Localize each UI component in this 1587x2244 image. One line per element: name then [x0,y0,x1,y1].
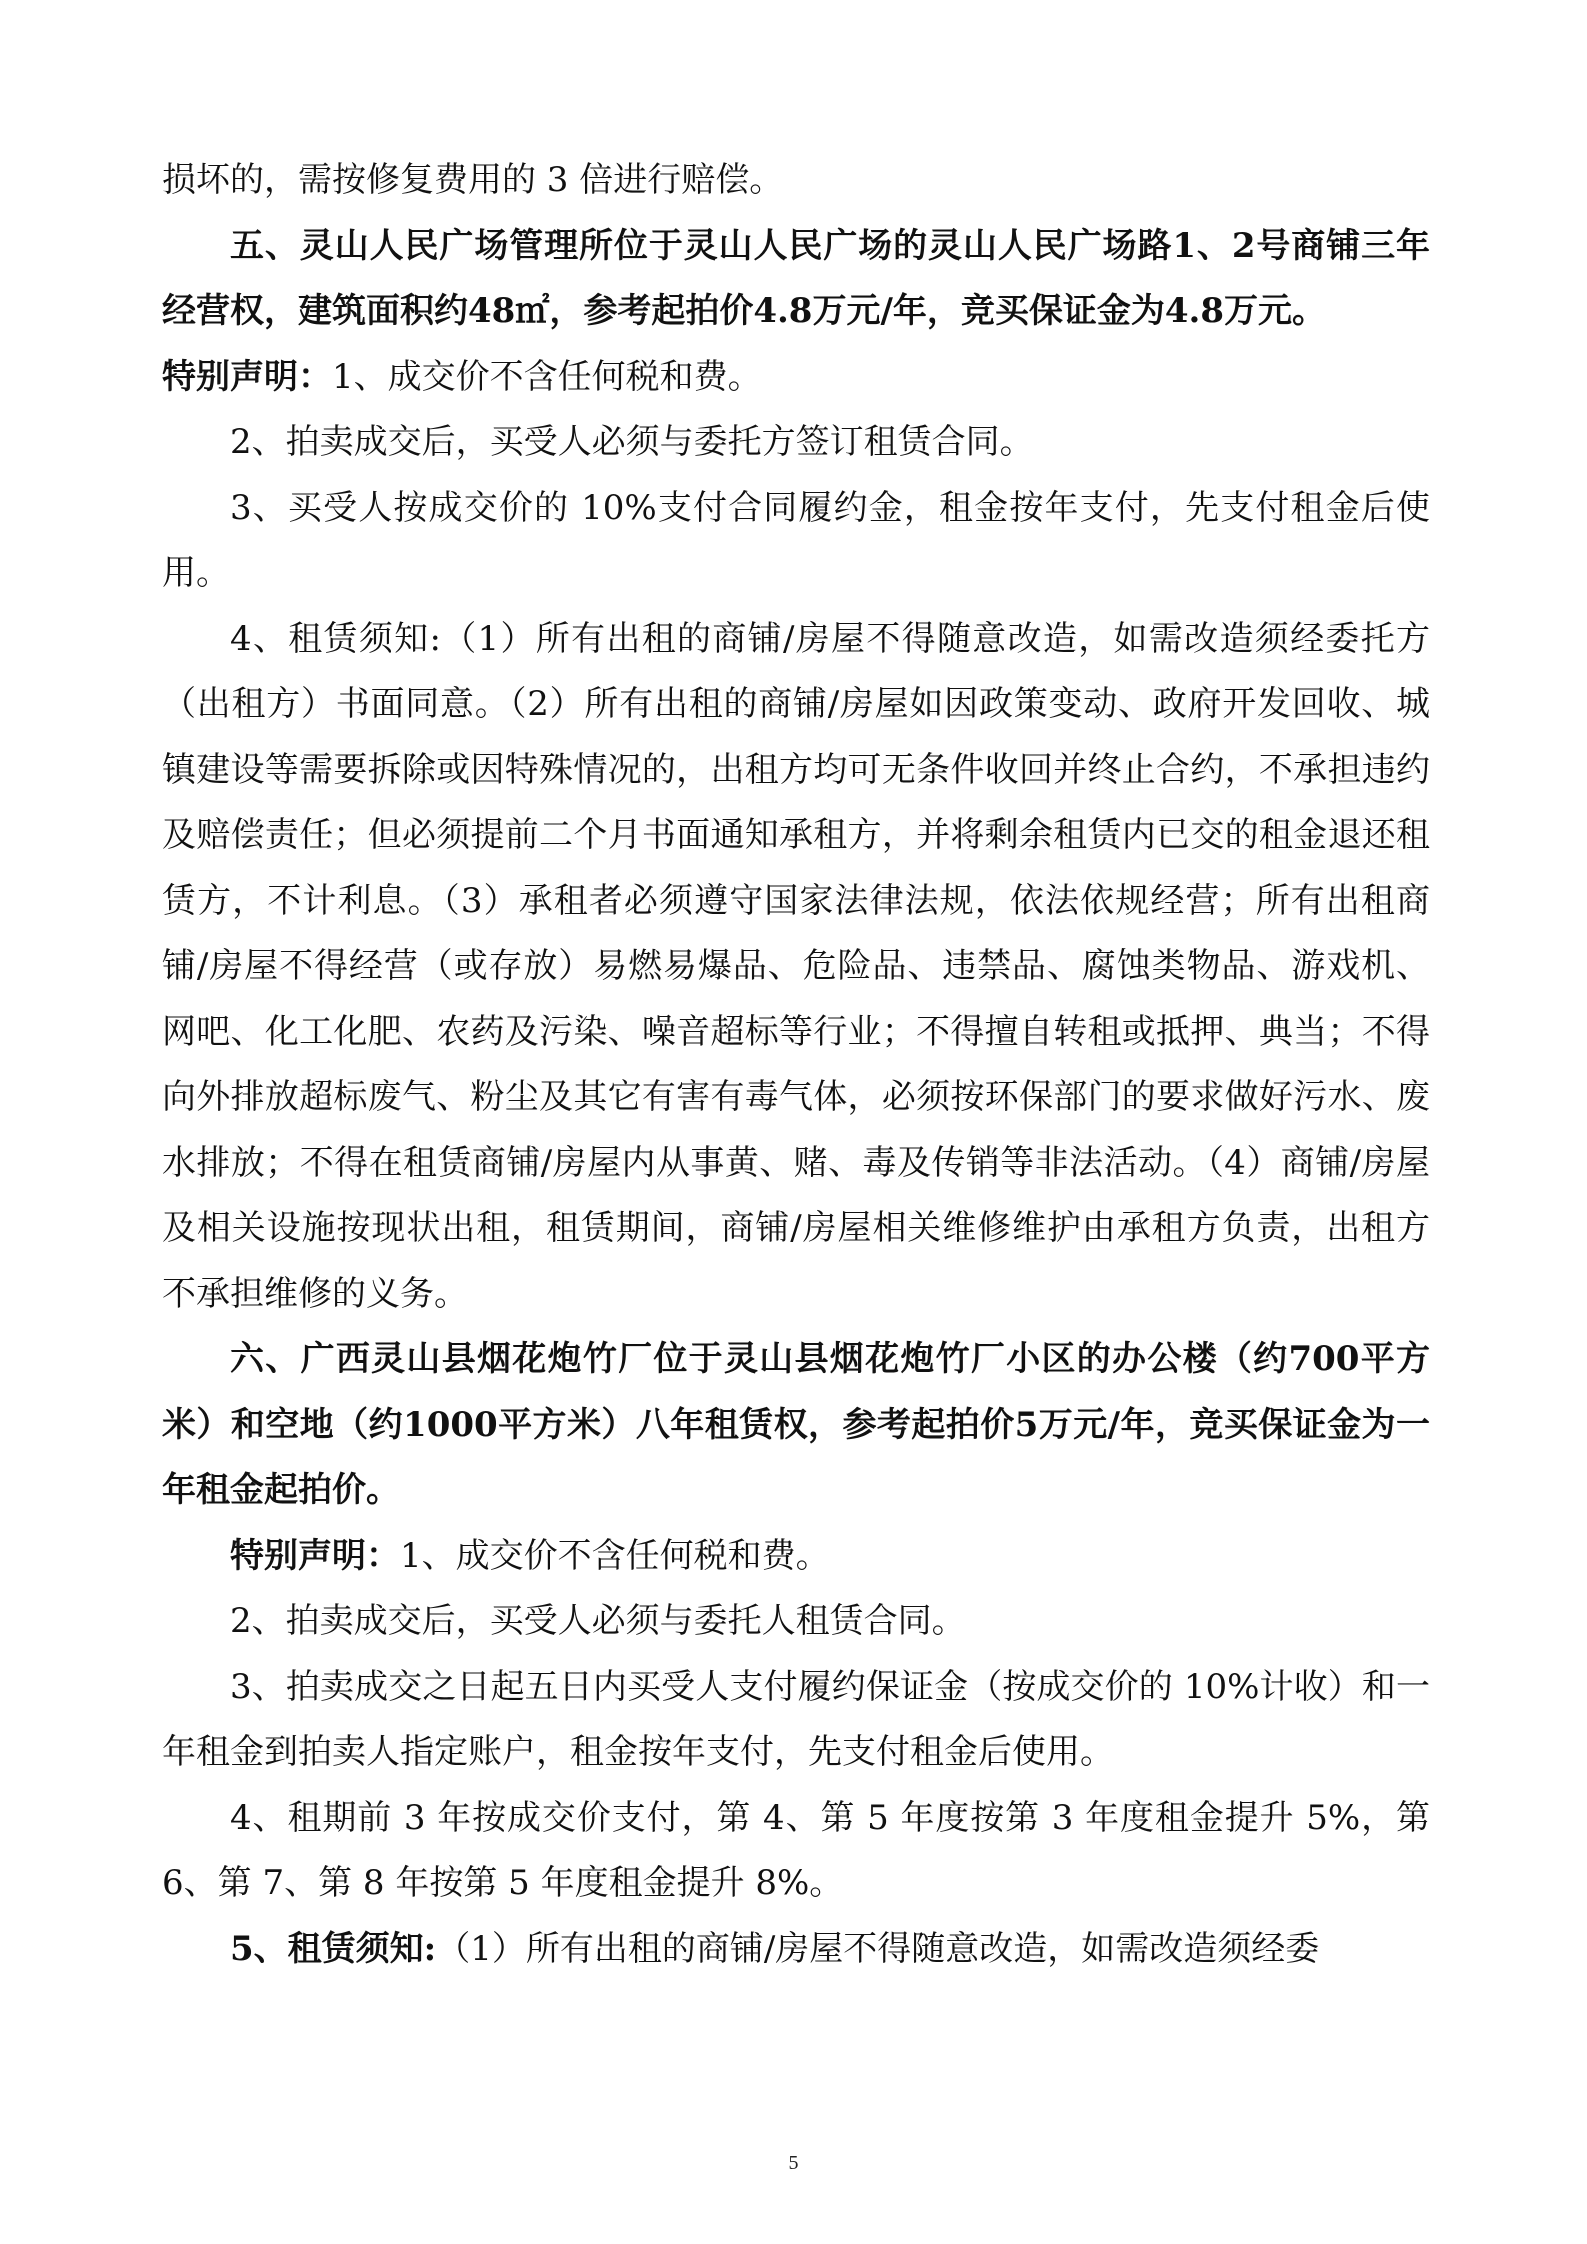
special-statement-label: 特别声明： [162,356,332,397]
document-body [162,148,1430,1982]
paragraph-statement-3b: 3、拍卖成交之日起五日内买受人支付履约保证金（按成交价的 10%计收）和一年租金到拍卖人指定账户，租金按年支付，先支付租金后使用。 [162,1666,1430,1772]
paragraph-statement-2b: 2、拍卖成交后，买受人必须与委托人租赁合同。 [230,1601,966,1641]
page-number: 5 [788,2152,799,2174]
special-statement-label: 特别声明： [230,1535,400,1576]
paragraph-special-statement-1 [162,345,1430,411]
paragraph-continuation: 损坏的，需按修复费用的 3 倍进行赔偿。 [162,160,784,200]
paragraph-statement-2: 2、拍卖成交后，买受人必须与委托方签订租赁合同。 [230,422,1034,462]
paragraph-special-statement-2 [162,1524,1430,1590]
special-statement-text: 1、成交价不含任何税和费。 [400,1535,830,1576]
paragraph-statement-3: 3、买受人按成交价的 10%支付合同履约金，租金按年支付，先支付租金后使用。 [162,487,1430,593]
paragraph-statement-4b: 4、租期前 3 年按成交价支付，第 4、第 5 年度按第 3 年度租金提升 5%，第 6、第 7、第 8 年按第 5 年度租金提升 8%。 [162,1797,1430,1903]
paragraph-lease-notice: 4、租赁须知:（1）所有出租的商铺/房屋不得随意改造，如需改造须经委托方（出租方）书面同意。（2）所有出租的商铺/房屋如因政策变动、政府开发回收、城镇建设等需要拆除或因特殊情况的，出租方均可无条件收回并终止合约，不承担违约及赔偿责任；但必须提前二个月书面通知承租方，并将剩余租赁内已交的租金退还租赁方，不计利息。（3）承租者必须遵守国家法律法规，依法依规经营；所有出租商铺/房屋不得经营（或存放）易燃易爆品、危险品、违禁品、腐蚀类物品、游戏机、网吧、化工化肥、农药及污染、噪音超标等行业；不得擅自转租或抵押、典当；不得向外排放超标废气、粉尘及其它有害有毒气体，必须按环保部门的要求做好污水、废水排放；不得在租赁商铺/房屋内从事黄、赌、毒及传销等非法活动。（4）商铺/房屋及相关设施按现状出租，租赁期间，商铺/房屋相关维修维护由承租方负责，出租方不承担维修的义务。 [162,618,1430,1314]
paragraph-item-five: 五、灵山人民广场管理所位于灵山人民广场的灵山人民广场路1、2号商铺三年经营权，建筑面积约48㎡，参考起拍价4.8万元/年，竞买保证金为4.8万元。 [162,225,1430,331]
special-statement-text: 1、成交价不含任何税和费。 [332,356,762,397]
paragraph-item-six: 六、广西灵山县烟花炮竹厂位于灵山县烟花炮竹厂小区的办公楼（约700平方米）和空地（约1000平方米）八年租赁权，参考起拍价5万元/年，竞买保证金为一年租金起拍价。 [162,1339,1430,1510]
lease-notice-text: （1）所有出租的商铺/房屋不得随意改造，如需改造须经委 [436,1928,1320,1969]
lease-notice-label: 5、租赁须知: [230,1928,437,1969]
paragraph-lease-notice-b [162,1917,1430,1983]
